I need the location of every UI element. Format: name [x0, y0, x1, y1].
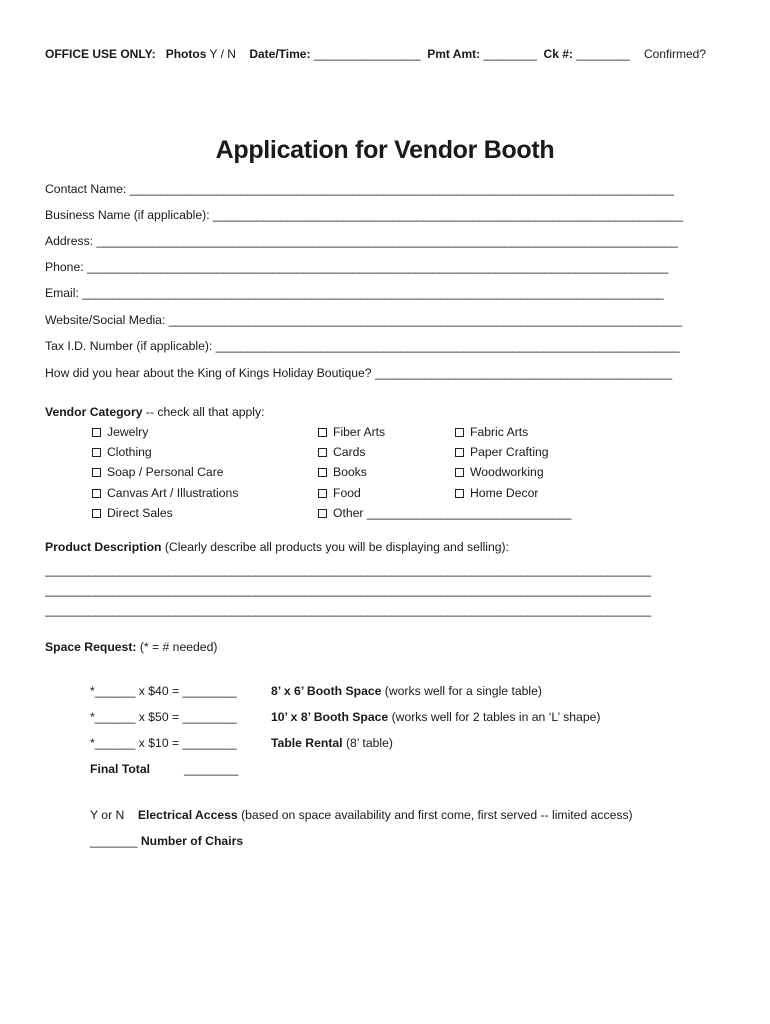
- product-description-line[interactable]: __________________________________________________________________________________________________: [45, 563, 651, 577]
- confirmed-label[interactable]: Confirmed?: [644, 47, 707, 61]
- checkbox-icon[interactable]: [318, 509, 327, 518]
- category-label: Home Decor: [470, 485, 539, 500]
- referral-field[interactable]: [45, 366, 725, 380]
- category-label: Fabric Arts: [470, 425, 529, 439]
- pmt-amt-blank[interactable]: ________: [483, 47, 537, 61]
- final-total-label: [90, 762, 150, 776]
- category-option[interactable]: [455, 483, 549, 503]
- field-label: Contact Name:: [45, 182, 127, 196]
- datetime-label: Date/Time:: [249, 47, 311, 61]
- other-category-blank[interactable]: _________________________________: [366, 505, 571, 520]
- space-name: 10’ x 8’ Booth Space: [271, 710, 389, 724]
- field-blank[interactable]: ___________________________________________________________________________________: [168, 313, 682, 327]
- space-row-table: [90, 736, 237, 750]
- checkbox-icon[interactable]: [92, 468, 101, 477]
- product-description-title: Product Description: [45, 540, 162, 554]
- business-name-field[interactable]: [45, 208, 725, 222]
- tax-id-field[interactable]: [45, 339, 725, 353]
- checkbox-icon[interactable]: [455, 468, 464, 477]
- field-blank[interactable]: ______________________________________________________________________________________________: [87, 260, 668, 274]
- product-description-heading: [45, 540, 509, 554]
- checkbox-icon[interactable]: [92, 448, 101, 457]
- space-row-8x6: [90, 684, 237, 698]
- checkbox-icon[interactable]: [318, 448, 327, 457]
- checkbox-icon[interactable]: [318, 428, 327, 437]
- chairs-label: Number of Chairs: [140, 834, 244, 848]
- category-option[interactable]: [92, 462, 238, 482]
- website-field[interactable]: [45, 313, 725, 327]
- checkbox-icon[interactable]: [455, 448, 464, 457]
- space-row-10x8: [90, 710, 237, 724]
- contact-name-field[interactable]: [45, 182, 725, 196]
- photos-label: Photos: [165, 47, 207, 61]
- checkbox-icon[interactable]: [455, 428, 464, 437]
- category-column-3: [455, 422, 549, 503]
- product-description-line[interactable]: __________________________________________________________________________________________________: [45, 603, 651, 617]
- pmt-amt-label: Pmt Amt:: [427, 47, 481, 61]
- phone-field[interactable]: [45, 260, 725, 274]
- page-title: Application for Vendor Booth: [215, 136, 555, 164]
- category-label: Soap / Personal Care: [107, 465, 224, 480]
- address-field[interactable]: [45, 234, 725, 248]
- category-label: Jewelry: [107, 425, 149, 439]
- category-option[interactable]: [92, 422, 238, 442]
- checkbox-icon[interactable]: [92, 428, 101, 437]
- category-option[interactable]: [92, 503, 238, 523]
- category-option[interactable]: [92, 483, 238, 503]
- product-description-line[interactable]: __________________________________________________________________________________________________: [45, 583, 651, 597]
- chairs-blank[interactable]: _______: [90, 834, 138, 848]
- category-option-other[interactable]: [318, 503, 571, 523]
- space-calc[interactable]: *______ x $40 = ________: [90, 684, 237, 698]
- field-blank[interactable]: ______________________________________________________________________________________________: [82, 286, 664, 300]
- field-blank[interactable]: ________________________________________________: [374, 366, 672, 380]
- space-calc[interactable]: *______ x $10 = ________: [90, 736, 237, 750]
- space-name: 8’ x 6’ Booth Space: [271, 684, 382, 698]
- category-option[interactable]: [92, 442, 238, 462]
- product-description-note: (Clearly describe all products you will be displaying and selling):: [164, 540, 509, 554]
- field-label: Tax I.D. Number (if applicable):: [45, 339, 213, 353]
- electrical-access-row: [90, 808, 633, 822]
- field-blank[interactable]: ___________________________________________________________________________: [215, 339, 680, 353]
- office-use-label: OFFICE USE ONLY:: [45, 47, 156, 61]
- electrical-yn[interactable]: Y or N: [90, 808, 125, 822]
- space-desc: (works well for 2 tables in an ‘L’ shape): [391, 710, 601, 724]
- email-field[interactable]: [45, 286, 725, 300]
- category-label: Books: [333, 465, 367, 480]
- final-total-text: Final Total: [90, 762, 151, 776]
- chairs-row: [90, 834, 243, 848]
- category-option[interactable]: [455, 422, 549, 442]
- space-name: Table Rental: [271, 736, 343, 750]
- checkbox-icon[interactable]: [455, 489, 464, 498]
- category-label: Food: [333, 485, 361, 500]
- space-desc-table: [271, 736, 393, 750]
- field-label: Phone:: [45, 260, 84, 274]
- space-request-title: Space Request:: [45, 640, 137, 654]
- vendor-category-title: Vendor Category: [45, 405, 143, 419]
- checkbox-icon[interactable]: [92, 489, 101, 498]
- category-label: Canvas Art / Illustrations: [107, 485, 239, 500]
- final-total-blank[interactable]: ________: [184, 762, 239, 776]
- field-label: Website/Social Media:: [45, 313, 166, 327]
- category-label: Direct Sales: [107, 505, 173, 520]
- category-label: Woodworking: [470, 465, 544, 480]
- category-column-1: [92, 422, 238, 523]
- vendor-category-note: -- check all that apply:: [145, 405, 265, 419]
- category-label: Clothing: [107, 445, 152, 460]
- ck-label: Ck #:: [543, 47, 573, 61]
- field-blank[interactable]: ______________________________________________________________________________________________: [96, 234, 678, 248]
- space-desc-10x8: [271, 710, 600, 724]
- space-request-heading: [45, 640, 217, 654]
- photos-value[interactable]: Y / N: [209, 47, 236, 61]
- checkbox-icon[interactable]: [318, 468, 327, 477]
- space-calc[interactable]: *______ x $50 = ________: [90, 710, 237, 724]
- field-blank[interactable]: ________________________________________________________________________________________: [129, 182, 674, 196]
- field-label: How did you hear about the King of Kings Holiday Boutique?: [45, 366, 372, 380]
- electrical-desc: (based on space availability and first come, first served -- limited access): [241, 808, 633, 822]
- space-request-note: (* = # needed): [139, 640, 218, 654]
- office-use-strip: [45, 47, 630, 61]
- checkbox-icon[interactable]: [318, 489, 327, 498]
- datetime-blank[interactable]: ________________: [313, 47, 421, 61]
- vendor-category-heading: [45, 405, 264, 419]
- space-desc: (8’ table): [345, 736, 393, 750]
- category-label: Paper Crafting: [470, 445, 549, 460]
- category-option[interactable]: [455, 442, 549, 462]
- field-label: Email:: [45, 286, 79, 300]
- category-label: Other: [333, 505, 364, 520]
- space-desc: (works well for a single table): [384, 684, 542, 698]
- checkbox-icon[interactable]: [92, 509, 101, 518]
- category-option[interactable]: [455, 462, 549, 482]
- electrical-label: Electrical Access: [137, 808, 238, 822]
- category-label: Fiber Arts: [333, 425, 386, 439]
- category-label: Cards: [333, 445, 366, 460]
- ck-blank[interactable]: ________: [576, 47, 630, 61]
- field-label: Business Name (if applicable):: [45, 208, 210, 222]
- field-blank[interactable]: ____________________________________________________________________________: [213, 208, 683, 222]
- space-desc-8x6: [271, 684, 542, 698]
- field-label: Address:: [45, 234, 94, 248]
